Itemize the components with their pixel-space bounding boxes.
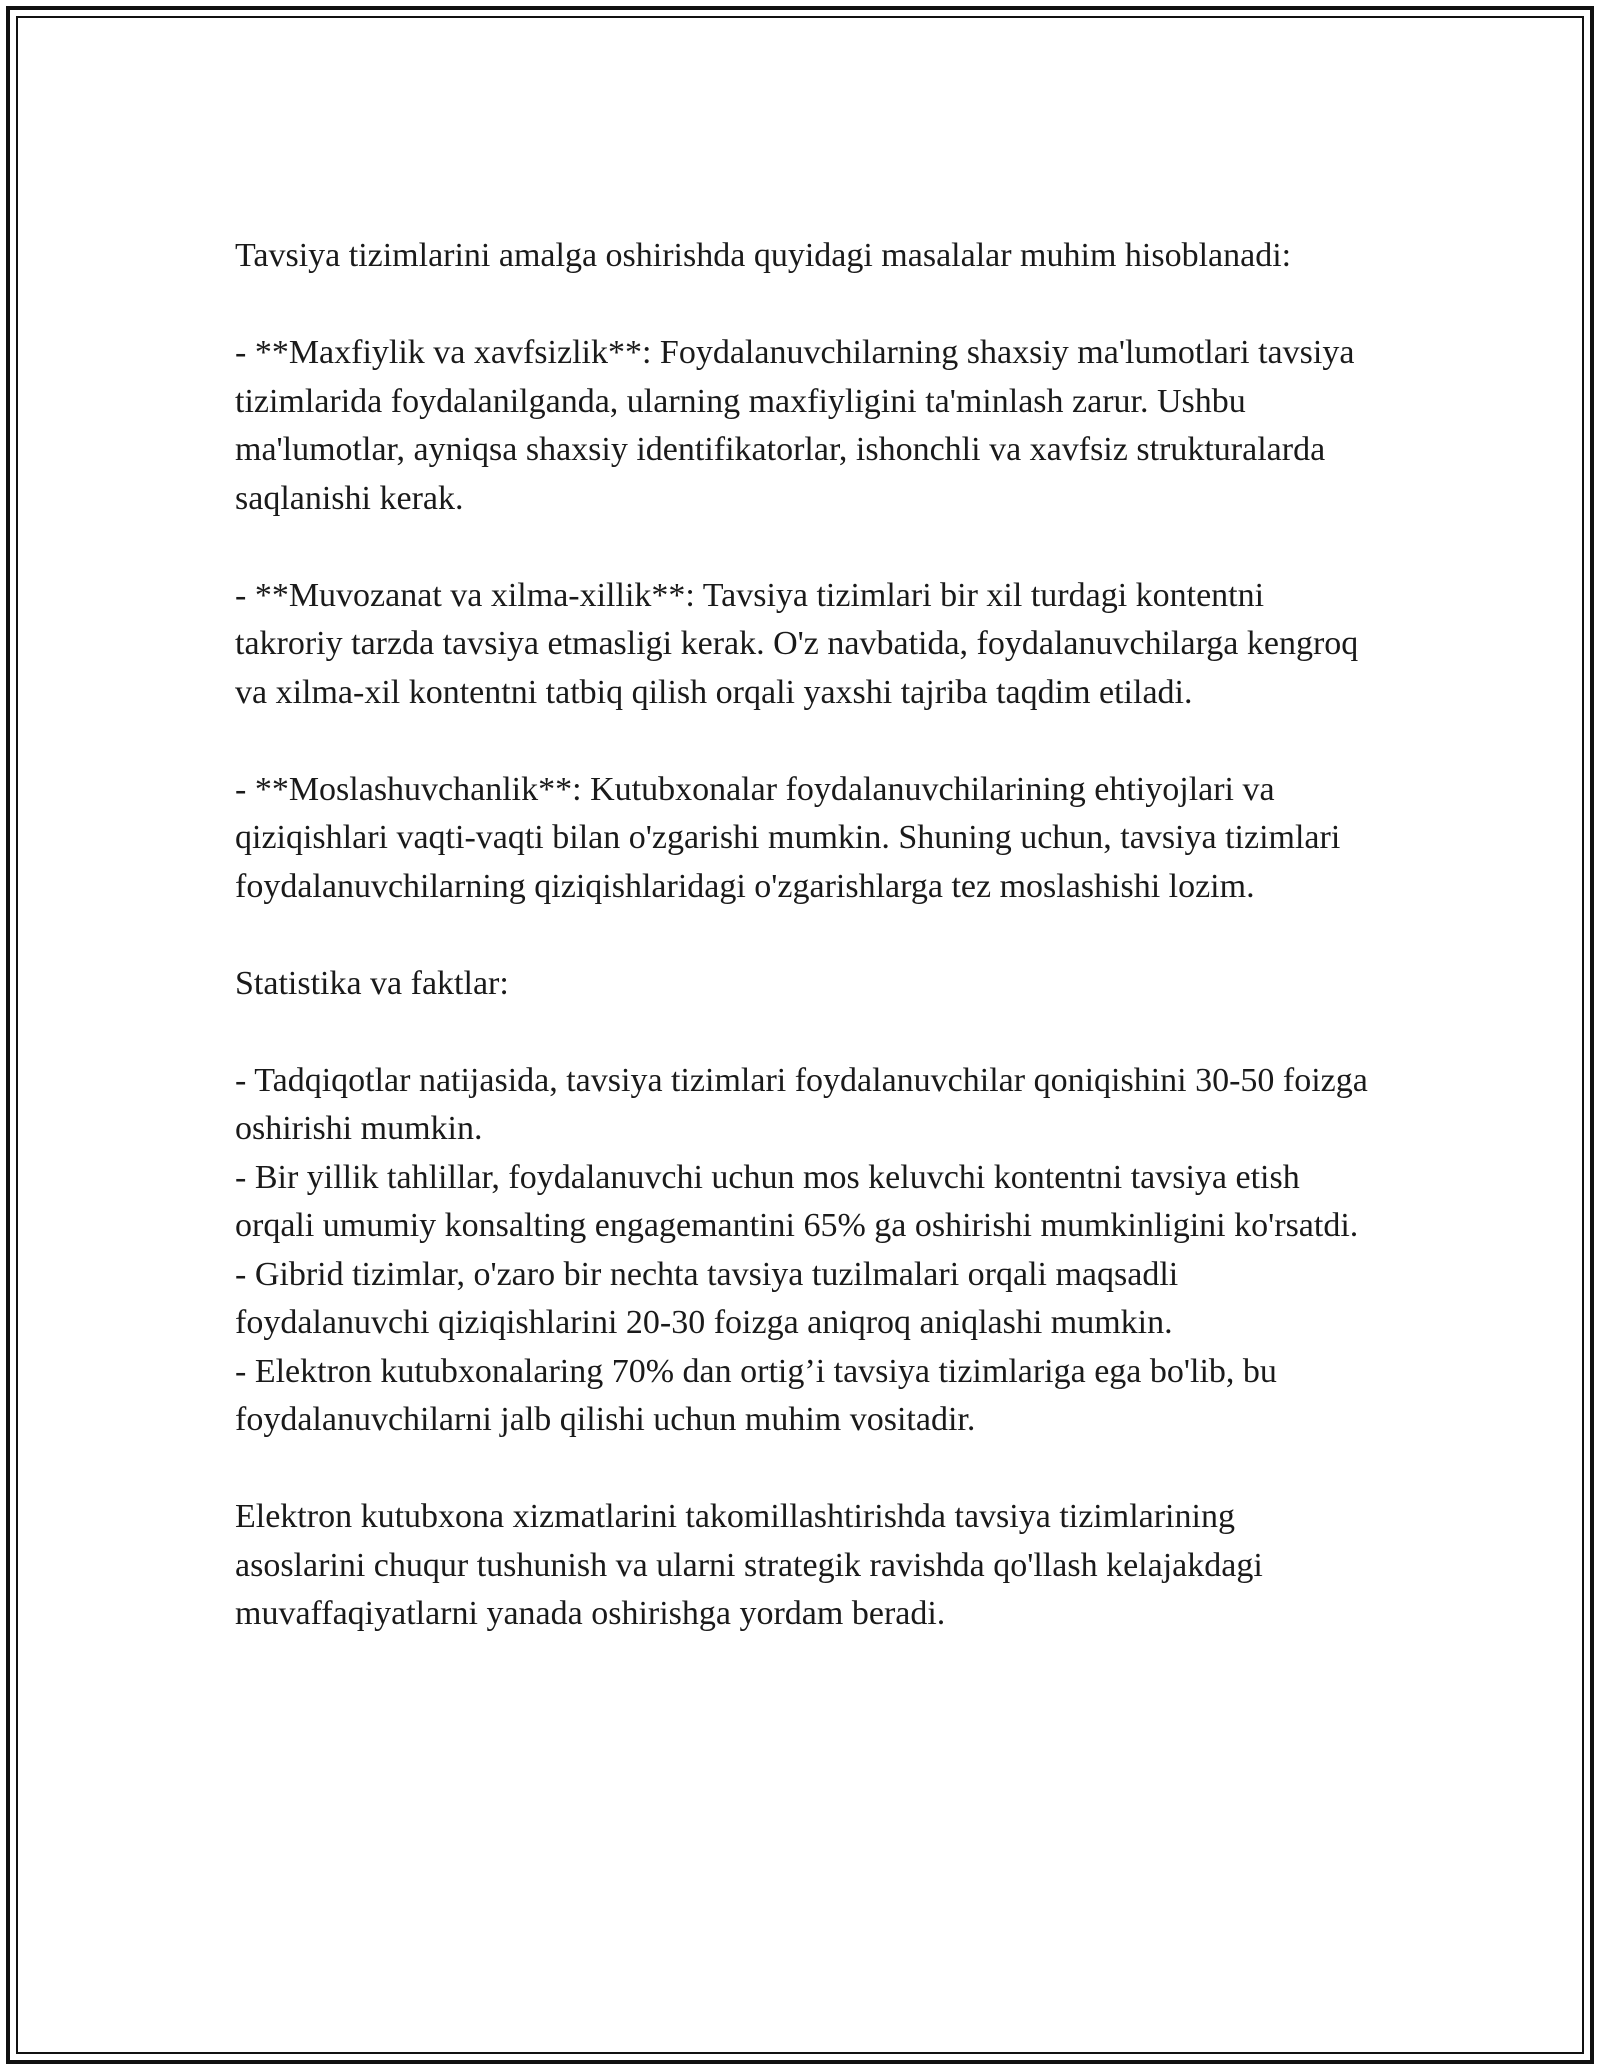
diversity-paragraph: - **Muvozanat va xilma-xillik**: Tavsiya tizimlari bir xil turdagi kontentni takroriy tarzda tavsiya etmasligi kerak. O'z navbatida, foydalanuvchilarga kengroq va xilma-xil kontentni tatbiq qilish orqali yaxshi tajriba taqdim etiladi.: [235, 576, 1367, 711]
adaptability-paragraph: - **Moslashuvchanlik**: Kutubxonalar foydalanuvchilarining ehtiyojlari va qiziqishlari vaqti-vaqti bilan o'zgarishi mumkin. Shuning uchun, tavsiya tizimlari foydalanuvchilarning qiziqishlaridagi o'zgarishlarga tez moslashishi lozim.: [235, 770, 1349, 905]
statistics-heading: Statistika va faktlar:: [235, 964, 509, 1002]
paragraph-gap: [235, 717, 1370, 766]
paragraph-gap: [235, 911, 1370, 960]
intro-paragraph: Tavsiya tizimlarini amalga oshirishda quyidagi masalalar muhim hisoblanadi:: [235, 237, 1292, 274]
privacy-paragraph: - **Maxfiylik va xavfsizlik**: Foydalanuvchilarning shaxsiy ma'lumotlari tavsiya tizimlarida foydalanilganda, ularning maxfiyligini ta'minlash zarur. Ushbu ma'lumotlar, ayniqsa shaxsiy identifikatorlar, ishonchli va xavfsiz strukturalarda saqlanishi kerak.: [235, 334, 1363, 517]
conclusion-paragraph: Elektron kutubxona xizmatlarini takomillashtirishda tavsiya tizimlarining asoslarini chuqur tushunish va ularni strategik ravishda qo'llash kelajakdagi muvaffaqiyatlarni yanada oshirishga yordam beradi.: [235, 1498, 1272, 1632]
document-body: [235, 232, 1370, 1639]
paragraph-gap: [235, 1008, 1370, 1057]
paragraph-gap: [235, 523, 1370, 572]
paragraph-gap: [235, 1445, 1370, 1494]
statistics-list: - Tadqiqotlar natijasida, tavsiya tizimlari foydalanuvchilar qoniqishini 30-50 foizga oshirishi mumkin. - Bir yillik tahlillar, foydalanuvchi uchun mos keluvchi kontentni tavsiya etish orqali umumiy konsalting engagemantini 65% ga oshirishi mumkinligini ko'rsatdi. - Gibrid tizimlar, o'zaro bir nechta tavsiya tuzilmalari orqali maqsadli foydalanuvchi qiziqishlarini 20-30 foizga aniqroq aniqlashi mumkin. - Elektron kutubxonalaring 70% dan ortig’i tavsiya tizimlariga ega bo'lib, bu foydalanuvchilarni jalb qilishi uchun muhim vositadir.: [235, 1061, 1368, 1438]
paragraph-gap: [235, 281, 1370, 330]
